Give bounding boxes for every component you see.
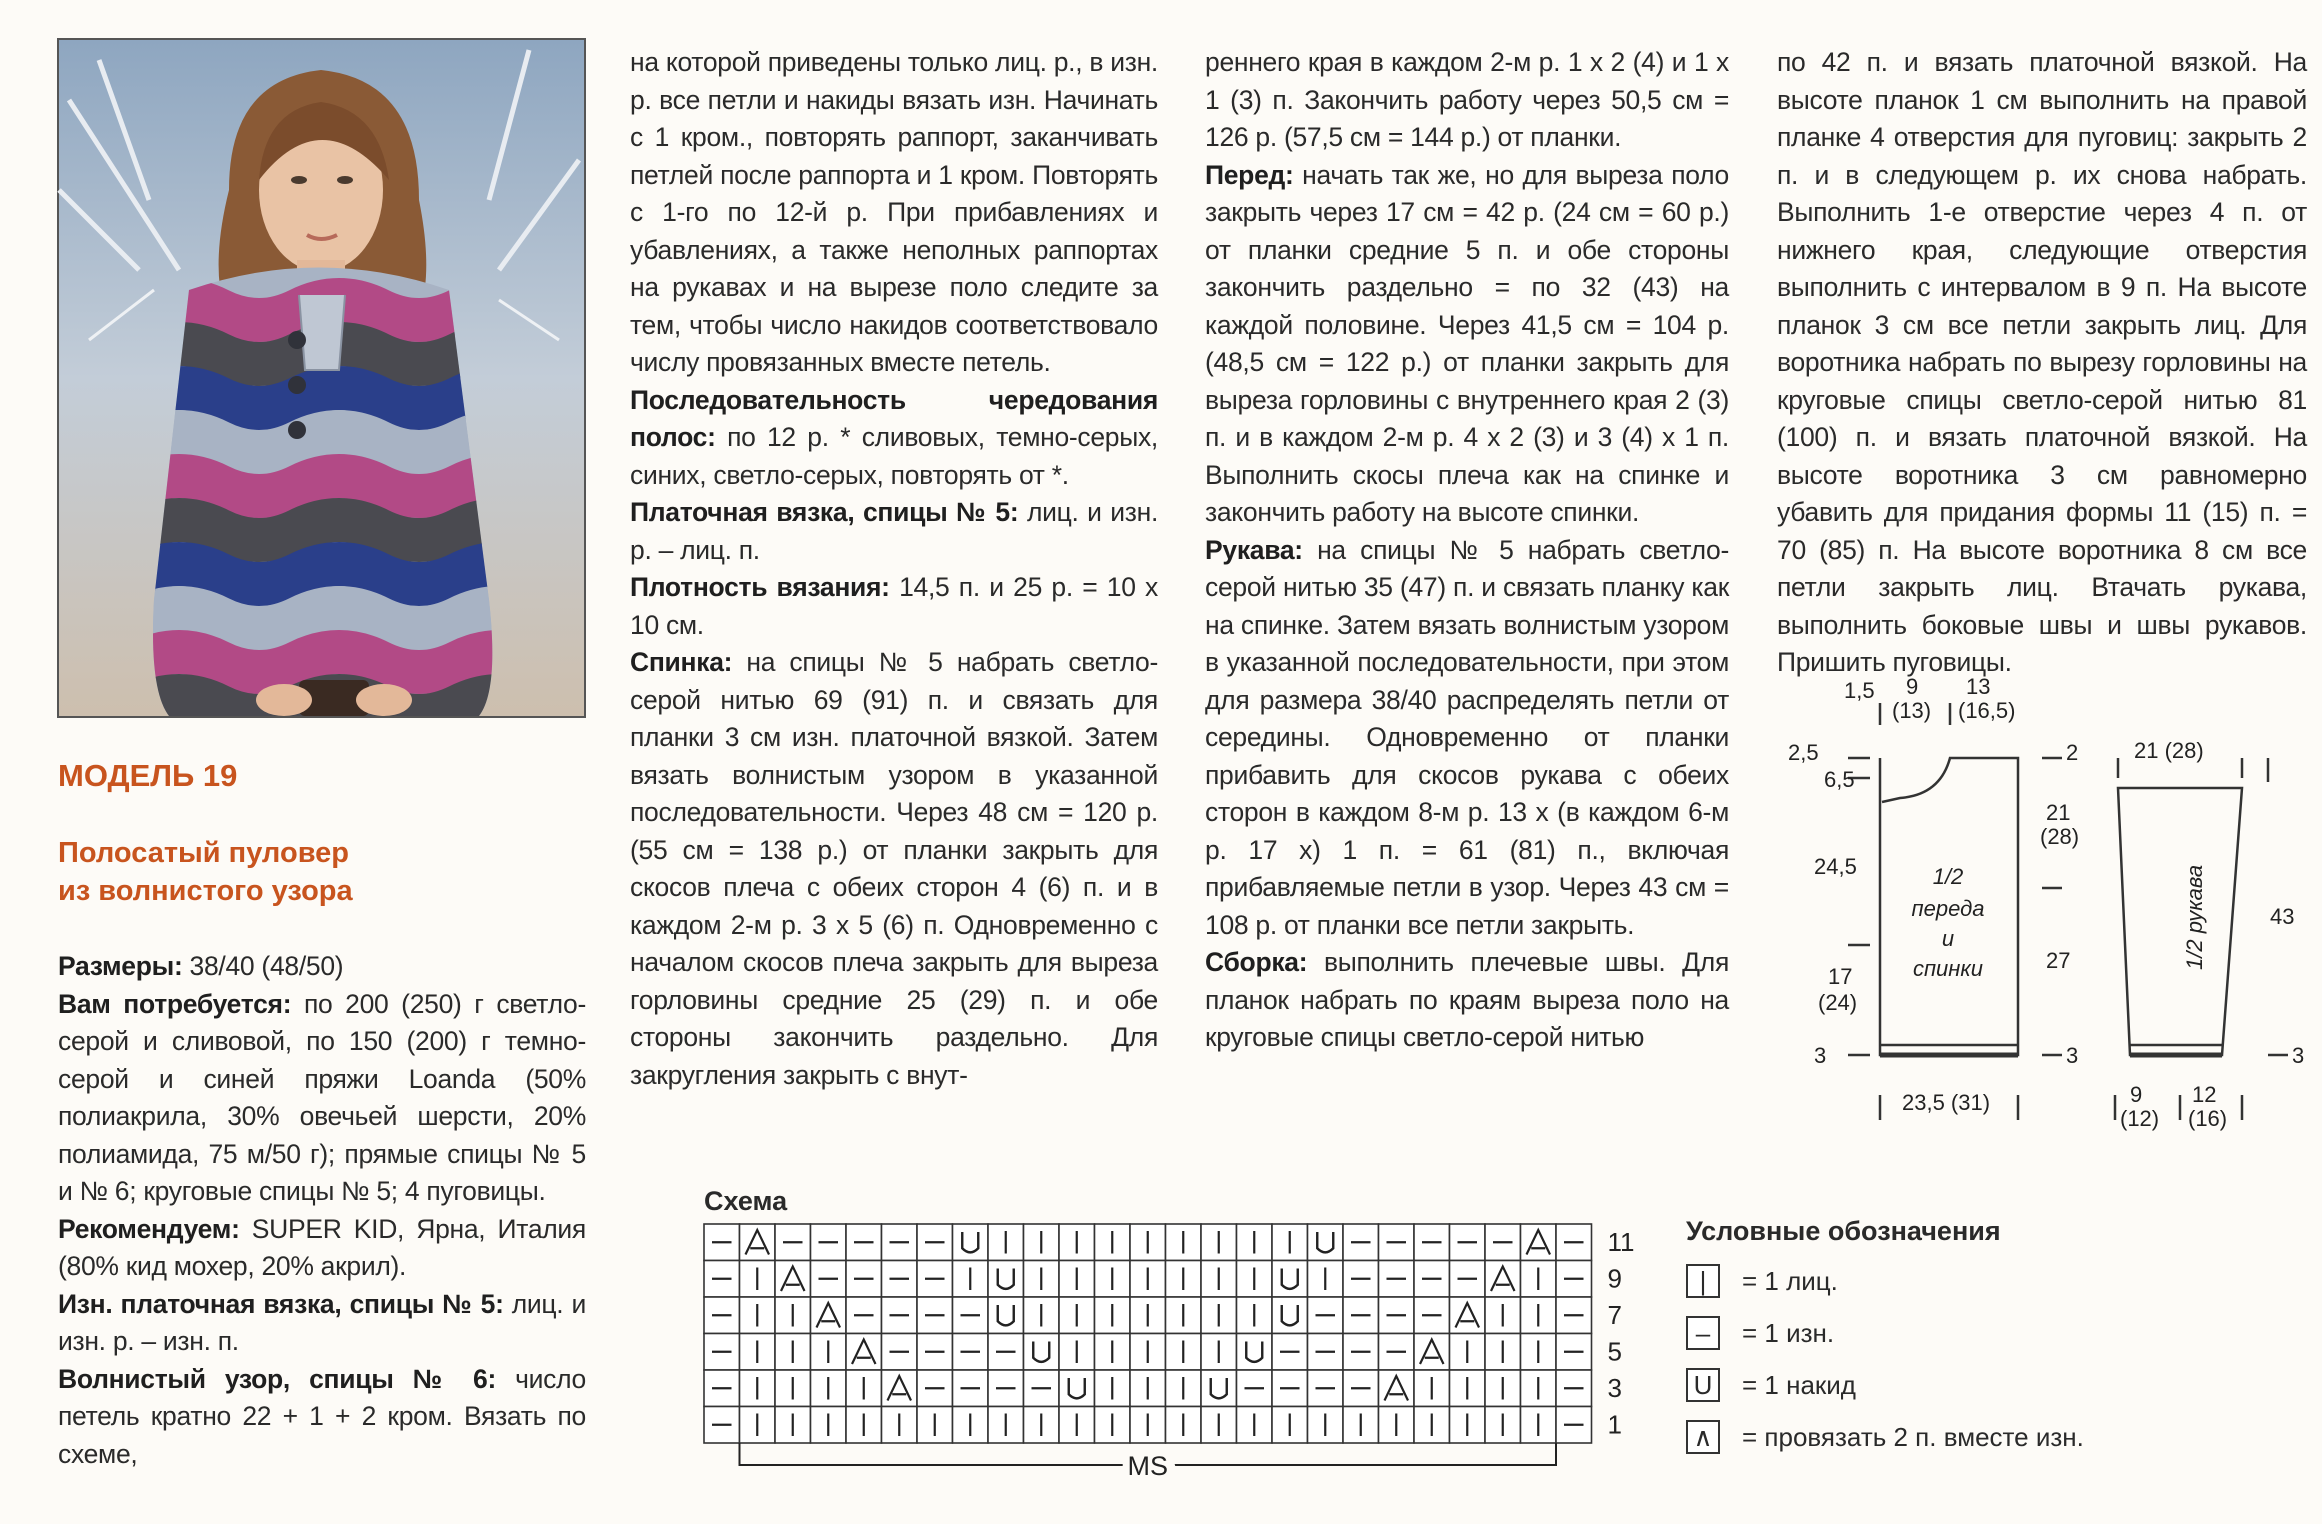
- paragraph: [1205, 944, 1729, 1057]
- paragraph: [1205, 44, 1729, 157]
- sleeve-dim-bottom-1: 9: [2130, 1082, 2143, 1107]
- dim-right-4: 27: [2046, 948, 2071, 973]
- chart-cell: [1272, 1261, 1308, 1298]
- body-label-3: и: [1941, 926, 1955, 951]
- paragraph-heading: Плотность вязания:: [630, 572, 890, 602]
- paragraph: [58, 1286, 586, 1361]
- chart-cell: [988, 1261, 1024, 1298]
- sleeve-label: 1/2 рукава: [2182, 864, 2207, 970]
- sleeve-piece-outline: [2118, 788, 2242, 1055]
- paragraph-heading: Платочная вязка, спицы № 5:: [630, 497, 1019, 527]
- knit-symbol-icon: |: [1686, 1264, 1720, 1298]
- dim-top-1: 1,5: [1844, 678, 1875, 703]
- paragraph: [630, 569, 1158, 644]
- chart-row-number: 3: [1607, 1373, 1622, 1403]
- chart-row-number: 5: [1607, 1336, 1622, 1367]
- legend-item-decrease: [1686, 1420, 2084, 1454]
- paragraph-text: 38/40 (48/50): [182, 951, 344, 981]
- paragraph-text: SUPER KID, Ярна, Италия (80% кид мохер, 20% акрил).: [58, 1213, 586, 1281]
- paragraph: [630, 644, 1158, 1094]
- dim-top-4: 13: [1966, 674, 1991, 699]
- paragraph: [1205, 157, 1729, 532]
- paragraph-heading: Последовательность чередования полос:: [630, 384, 1158, 452]
- model-photo: [57, 38, 586, 718]
- sleeve-dim-right-2: 3: [2292, 1043, 2305, 1068]
- paragraph-text: по 12 р. * сливовых, темно-серых, синих, светло-серых, повторять от *.: [630, 422, 1158, 490]
- paragraph-text: на спицы № 5 набрать светло-серой нитью 69 (91) п. и связать для планки 3 см изн. платочной вязкой. Затем вязать волнистым узором в указанной последовательности. Через 48 см = 120 р. (55 см = 138 р.) от планки закрыть для скосов плеча с обеих сторон 4 (6) п. и в каждом 2-м р. 3 х 5 (6) п. Одновременно с началом скосов плеча закрыть для выреза горловины средние 25 (29) п. и обе стороны закончить раздельно. Для закругления закрыть с внут-: [630, 647, 1158, 1090]
- dim-right-2: 21: [2046, 800, 2071, 825]
- dim-right-1: 2: [2066, 740, 2079, 765]
- dim-left-4: 17: [1828, 964, 1853, 989]
- dim-top-5: (16,5): [1958, 698, 2016, 723]
- sleeve-dim-right-1: 43: [2270, 904, 2295, 929]
- legend-text: = провязать 2 п. вместе изн.: [1742, 1421, 2084, 1452]
- paragraph-heading: Сборка:: [1205, 947, 1308, 977]
- knitting-chart: [700, 1220, 1635, 1500]
- sleeve-dim-bottom-3: 12: [2192, 1082, 2217, 1107]
- paragraph: [58, 986, 586, 1211]
- chart-cell: [988, 1297, 1024, 1334]
- sleeve-top-dim: 21 (28): [2134, 738, 2204, 763]
- body-label-2: переда: [1911, 896, 1985, 921]
- paragraph-text: лиц. и изн. р. – лиц. п.: [630, 497, 1159, 565]
- chart-cell: [1059, 1370, 1095, 1407]
- dim-left-1: 2,5: [1788, 740, 1819, 765]
- chart-row-number: 11: [1607, 1227, 1635, 1257]
- paragraph: [630, 494, 1158, 569]
- paragraph-heading: Вам потребуется:: [58, 988, 292, 1019]
- paragraph-text: по 200 (250) г светло-серой и сливовой, по 150 (200) г темно-серой и синей пряжи Loanda (50% полиакрила, 30% овечьей шерсти, 20% полиамида, 75 м/50 г); прямые спицы № 5 и № 6; круговые спицы № 5; 4 пуговицы.: [58, 988, 586, 1206]
- paragraph-heading: Изн. платочная вязка, спицы № 5:: [58, 1288, 504, 1319]
- garment-pattern-diagram: [1770, 670, 2315, 1140]
- paragraph: [1205, 532, 1729, 945]
- paragraph: [630, 382, 1158, 495]
- text-column-1: [58, 948, 586, 1473]
- model-illustration: [59, 40, 584, 716]
- repeat-label: MS: [1127, 1451, 1168, 1481]
- chart-cell: [1201, 1370, 1237, 1407]
- purl-two-together-icon: ∧: [1686, 1420, 1720, 1454]
- paragraph-heading: Волнистый узор, спицы № 6:: [58, 1363, 497, 1394]
- legend-item-purl: [1686, 1316, 1834, 1350]
- paragraph-heading: Рукава:: [1205, 534, 1303, 565]
- paragraph-heading: Перед:: [1205, 159, 1294, 190]
- dim-top-3: (13): [1892, 698, 1932, 723]
- paragraph: [58, 1361, 586, 1474]
- paragraph-text: на спицы № 5 набрать светло-серой нитью 35 (47) п. и связать планку как на спинке. Затем вязать волнистым узором в указанной последовательности, при этом для размера 38/40 распределять петли от середины. Одновременно от планки прибавить для скосов рукава с обеих сторон в каждом 8-м р. 13 х (в каждом 6-м р. 17 х) 1 п. = 61 (81) п., включая прибавляемые петли в узор. Через 43 см = 108 р. от планки все петли закрыть.: [1205, 534, 1729, 940]
- paragraph-text: лиц. и изн. р. – изн. п.: [58, 1288, 586, 1356]
- paragraph-text: 14,5 п. и 25 р. = 10 х 10 см.: [630, 572, 1158, 640]
- paragraph: [58, 1211, 586, 1286]
- chart-row-number: 9: [1607, 1263, 1622, 1294]
- legend-item-knit: [1686, 1264, 1838, 1298]
- body-label-4: спинки: [1912, 956, 1984, 981]
- paragraph: [630, 44, 1158, 382]
- chart-row-number: 1: [1607, 1409, 1622, 1440]
- dim-left-5: (24): [1818, 990, 1858, 1015]
- text-column-3: [1205, 44, 1729, 1057]
- paragraph-heading: Рекомендуем:: [58, 1213, 240, 1244]
- purl-symbol-icon: –: [1686, 1316, 1720, 1350]
- paragraph-heading: Размеры:: [58, 951, 183, 981]
- paragraph-text: по 42 п. и вязать платочной вязкой. На высоте планок 1 см выполнить на правой планке 4 отверстия для пуговиц: закрыть 2 п. и в следующем р. их снова набрать. Выполнить 1-е отверстие через 4 п. от нижнего края, следующие отверстия выполнить с интервалом в 9 п. На высоте планок 3 см все петли закрыть лиц. Для воротника набрать по вырезу горловины на круговые спицы светло-серой нитью 81 (100) п. и вязать платочной вязкой. На высоте воротника 3 см равномерно убавить для придания формы 11 (15) п. = 70 (85) п. На высоте воротника 8 см все петли закрыть лиц. Втачать рукава, выполнить боковые швы и швы рукавов. Пришить пуговицы.: [1777, 47, 2307, 677]
- chart-cell: [1272, 1297, 1308, 1334]
- chart-cell: [953, 1224, 989, 1261]
- yarnover-symbol-icon: U: [1686, 1368, 1720, 1402]
- text-column-2: [630, 44, 1158, 1094]
- paragraph: [58, 948, 586, 986]
- body-label-1: 1/2: [1932, 864, 1964, 889]
- dim-right-3: (28): [2040, 824, 2080, 849]
- dim-left-2: 6,5: [1824, 767, 1855, 792]
- legend-text: = 1 изн.: [1742, 1317, 1835, 1348]
- model-label: МОДЕЛЬ 19: [58, 758, 238, 793]
- chart-label: Схема: [704, 1186, 788, 1216]
- dim-top-2: 9: [1906, 674, 1919, 699]
- text-column-4: [1777, 44, 2307, 682]
- paragraph-heading: Спинка:: [630, 647, 733, 677]
- paragraph-text: выполнить плечевые швы. Для планок набрать по краям выреза поло на круговые спицы светло-серой нитью: [1205, 947, 1729, 1052]
- legend-text: = 1 лиц.: [1742, 1265, 1838, 1296]
- dim-bottom-body: 23,5 (31): [1902, 1090, 1991, 1115]
- paragraph-text: начать так же, но для выреза поло закрыть через 17 см = 42 р. (24 см = 60 р.) от планки средние 5 п. и обе стороны закончить раздельно = по 32 (43) на каждой половине. Через 41,5 см = 104 р. (48,5 см = 122 р.) от планки закрыть для выреза горловины с внутреннего края 2 (3) п. и в каждом 2-м р. 4 х 2 (3) и 3 (4) х 1 п. Выполнить скосы плеча как на спинке и закончить работу на высоте спинки.: [1205, 159, 1729, 527]
- chart-cell: [1024, 1334, 1060, 1371]
- sleeve-dim-bottom-2: (12): [2120, 1106, 2160, 1131]
- legend-text: = 1 накид: [1742, 1369, 1856, 1400]
- paragraph-text: на которой приведены только лиц. р., в изн. р. все петли и накиды вязать изн. Начинать с 1 кром., повторять раппорт, заканчивать петлей после раппорта и 1 кром. Повторять с 1-го по 12-й р. При прибавлениях и убавлениях, а также неполных раппортах на рукавах и на вырезе поло следите за тем, чтобы число накидов соответствовало числу провязанных вместе петель.: [630, 47, 1158, 377]
- paragraph: [1777, 44, 2307, 682]
- paragraph-text: реннего края в каждом 2-м р. 1 х 2 (4) и 1 х 1 (3) п. Закончить работу через 50,5 см = 126 р. (57,5 см = 144 р.) от планки.: [1205, 47, 1729, 152]
- paragraph-text: число петель кратно 22 + 1 + 2 кром. Вязать по схеме,: [58, 1363, 586, 1469]
- model-title-line-2: из волнистого узора: [58, 875, 353, 907]
- chart-row-number: 7: [1607, 1300, 1622, 1330]
- model-title: [58, 834, 578, 910]
- dim-left-6: 3: [1814, 1043, 1827, 1068]
- dim-right-5: 3: [2066, 1043, 2079, 1068]
- sleeve-dim-bottom-4: (16): [2188, 1106, 2228, 1131]
- dim-left-3: 24,5: [1814, 854, 1857, 879]
- legend-item-yarnover: [1686, 1368, 1856, 1402]
- legend-title: Условные обозначения: [1686, 1216, 2001, 1246]
- model-title-line-1: Полосатый пуловер: [58, 837, 349, 869]
- chart-cell: [1308, 1224, 1344, 1261]
- chart-cell: [1237, 1334, 1273, 1371]
